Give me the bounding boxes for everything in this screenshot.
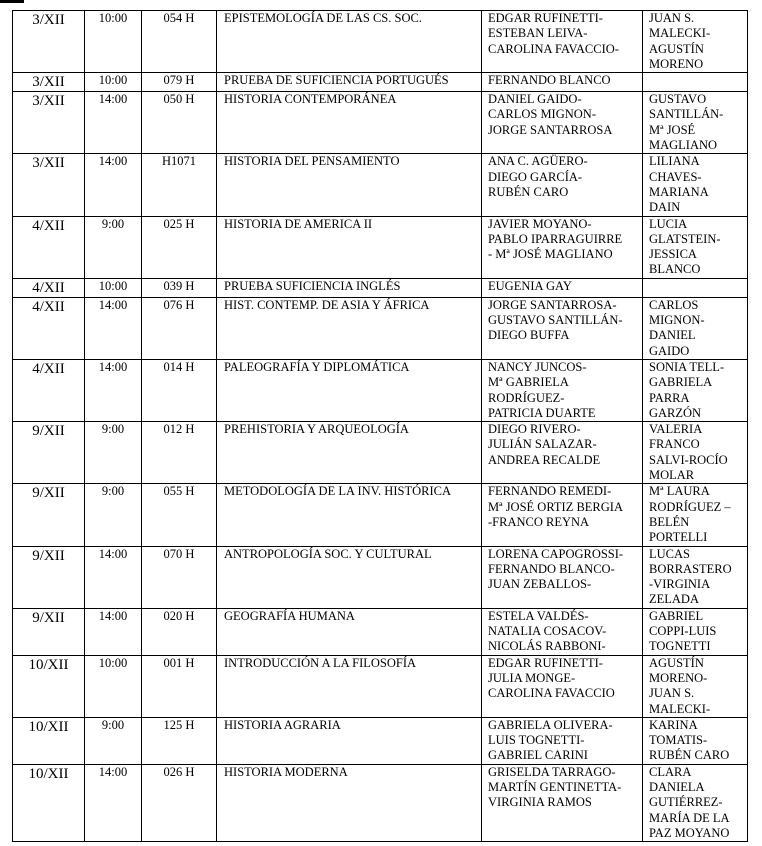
exam-schedule-body [13, 11, 748, 842]
table-row [13, 764, 748, 841]
exam-subject: HIST. CONTEMP. DE ASIA Y ÁFRICA [217, 297, 482, 359]
exam-subject: HISTORIA CONTEMPORÁNEA [217, 92, 482, 154]
exam-tribunal: FERNANDO BLANCO [482, 73, 643, 92]
exam-room: 012 H [142, 422, 217, 484]
exam-subject: PREHISTORIA Y ARQUEOLOGÍA [217, 422, 482, 484]
exam-time: 10:00 [85, 73, 142, 92]
exam-room: 026 H [142, 764, 217, 841]
exam-subject: HISTORIA DE AMERICA II [217, 216, 482, 278]
exam-substitutes: KARINA TOMATIS- RUBÉN CARO [643, 717, 748, 764]
table-row [13, 297, 748, 359]
exam-room: 025 H [142, 216, 217, 278]
exam-date: 4/XII [13, 297, 85, 359]
table-row [13, 216, 748, 278]
exam-subject: GEOGRAFÍA HUMANA [217, 608, 482, 655]
exam-room: 079 H [142, 73, 217, 92]
exam-subject: HISTORIA MODERNA [217, 764, 482, 841]
exam-subject: PRUEBA SUFICIENCIA INGLÉS [217, 278, 482, 297]
exam-substitutes: LUCAS BORRASTERO -VIRGINIA ZELADA [643, 546, 748, 608]
exam-tribunal: NANCY JUNCOS- Mª GABRIELA RODRÍGUEZ- PATRICIA DUARTE [482, 359, 643, 421]
table-row [13, 278, 748, 297]
exam-tribunal: DIEGO RIVERO- JULIÁN SALAZAR- ANDREA RECALDE [482, 422, 643, 484]
exam-subject: PRUEBA DE SUFICIENCIA PORTUGUÉS [217, 73, 482, 92]
exam-time: 14:00 [85, 92, 142, 154]
exam-tribunal: DANIEL GAIDO- CARLOS MIGNON- JORGE SANTARROSA [482, 92, 643, 154]
exam-date: 4/XII [13, 278, 85, 297]
exam-tribunal: EDGAR RUFINETTI- ESTEBAN LEIVA- CAROLINA FAVACCIO- [482, 11, 643, 73]
exam-subject: INTRODUCCIÓN A LA FILOSOFÍA [217, 655, 482, 717]
exam-substitutes: CARLOS MIGNON- DANIEL GAIDO [643, 297, 748, 359]
table-row [13, 717, 748, 764]
table-row [13, 73, 748, 92]
exam-tribunal: JORGE SANTARROSA- GUSTAVO SANTILLÁN- DIEGO BUFFA [482, 297, 643, 359]
table-row [13, 422, 748, 484]
exam-date: 9/XII [13, 422, 85, 484]
page-corner-mark [0, 0, 24, 3]
exam-date: 3/XII [13, 154, 85, 216]
exam-date: 10/XII [13, 764, 85, 841]
exam-room: 055 H [142, 484, 217, 546]
exam-subject: PALEOGRAFÍA Y DIPLOMÁTICA [217, 359, 482, 421]
exam-date: 3/XII [13, 73, 85, 92]
exam-date: 9/XII [13, 484, 85, 546]
exam-tribunal: ESTELA VALDÉS- NATALIA COSACOV- NICOLÁS RABBONI- [482, 608, 643, 655]
exam-substitutes: JUAN S. MALECKI- AGUSTÍN MORENO [643, 11, 748, 73]
exam-tribunal: EUGENIA GAY [482, 278, 643, 297]
exam-time: 14:00 [85, 297, 142, 359]
exam-substitutes [643, 278, 748, 297]
exam-date: 10/XII [13, 655, 85, 717]
exam-substitutes: LUCIA GLATSTEIN- JESSICA BLANCO [643, 216, 748, 278]
exam-date: 10/XII [13, 717, 85, 764]
exam-substitutes: LILIANA CHAVES- MARIANA DAIN [643, 154, 748, 216]
exam-substitutes: SONIA TELL- GABRIELA PARRA GARZÓN [643, 359, 748, 421]
exam-time: 14:00 [85, 359, 142, 421]
exam-substitutes: GABRIEL COPPI-LUIS TOGNETTI [643, 608, 748, 655]
exam-subject: ANTROPOLOGÍA SOC. Y CULTURAL [217, 546, 482, 608]
exam-substitutes: Mª LAURA RODRÍGUEZ – BELÉN PORTELLI [643, 484, 748, 546]
table-row [13, 359, 748, 421]
exam-time: 9:00 [85, 484, 142, 546]
exam-time: 9:00 [85, 422, 142, 484]
exam-substitutes: GUSTAVO SANTILLÁN- Mª JOSÉ MAGLIANO [643, 92, 748, 154]
exam-time: 14:00 [85, 546, 142, 608]
exam-schedule-table [12, 10, 748, 842]
exam-subject: METODOLOGÍA DE LA INV. HISTÓRICA [217, 484, 482, 546]
table-row [13, 655, 748, 717]
exam-time: 10:00 [85, 655, 142, 717]
exam-date: 4/XII [13, 359, 85, 421]
exam-room: 014 H [142, 359, 217, 421]
exam-tribunal: GABRIELA OLIVERA- LUIS TOGNETTI- GABRIEL CARINI [482, 717, 643, 764]
exam-tribunal: JAVIER MOYANO- PABLO IPARRAGUIRRE - Mª JOSÉ MAGLIANO [482, 216, 643, 278]
exam-room: 054 H [142, 11, 217, 73]
exam-time: 9:00 [85, 717, 142, 764]
exam-room: 001 H [142, 655, 217, 717]
exam-room: 070 H [142, 546, 217, 608]
exam-tribunal: LORENA CAPOGROSSI- FERNANDO BLANCO- JUAN ZEBALLOS- [482, 546, 643, 608]
exam-date: 3/XII [13, 11, 85, 73]
exam-room: 039 H [142, 278, 217, 297]
exam-tribunal: GRISELDA TARRAGO- MARTÍN GENTINETTA- VIRGINIA RAMOS [482, 764, 643, 841]
exam-subject: HISTORIA AGRARIA [217, 717, 482, 764]
exam-date: 3/XII [13, 92, 85, 154]
exam-substitutes [643, 73, 748, 92]
table-row [13, 608, 748, 655]
table-row [13, 11, 748, 73]
table-row [13, 484, 748, 546]
exam-room: 020 H [142, 608, 217, 655]
exam-substitutes: AGUSTÍN MORENO- JUAN S. MALECKI- [643, 655, 748, 717]
exam-room: 125 H [142, 717, 217, 764]
table-row [13, 546, 748, 608]
exam-tribunal: ANA C. AGÜERO- DIEGO GARCÍA- RUBÉN CARO [482, 154, 643, 216]
exam-time: 14:00 [85, 154, 142, 216]
exam-room: 050 H [142, 92, 217, 154]
exam-subject: EPISTEMOLOGÍA DE LAS CS. SOC. [217, 11, 482, 73]
exam-date: 9/XII [13, 546, 85, 608]
exam-substitutes: CLARA DANIELA GUTIÉRREZ- MARÍA DE LA PAZ MOYANO [643, 764, 748, 841]
exam-substitutes: VALERIA FRANCO SALVI-ROCÍO MOLAR [643, 422, 748, 484]
exam-time: 14:00 [85, 608, 142, 655]
table-row [13, 154, 748, 216]
exam-room: 076 H [142, 297, 217, 359]
exam-time: 14:00 [85, 764, 142, 841]
exam-date: 9/XII [13, 608, 85, 655]
exam-time: 10:00 [85, 278, 142, 297]
exam-date: 4/XII [13, 216, 85, 278]
exam-tribunal: EDGAR RUFINETTI- JULIA MONGE- CAROLINA FAVACCIO [482, 655, 643, 717]
exam-tribunal: FERNANDO REMEDI- Mª JOSÉ ORTIZ BERGIA -FRANCO REYNA [482, 484, 643, 546]
exam-room: H1071 [142, 154, 217, 216]
exam-time: 10:00 [85, 11, 142, 73]
exam-time: 9:00 [85, 216, 142, 278]
exam-subject: HISTORIA DEL PENSAMIENTO [217, 154, 482, 216]
table-row [13, 92, 748, 154]
